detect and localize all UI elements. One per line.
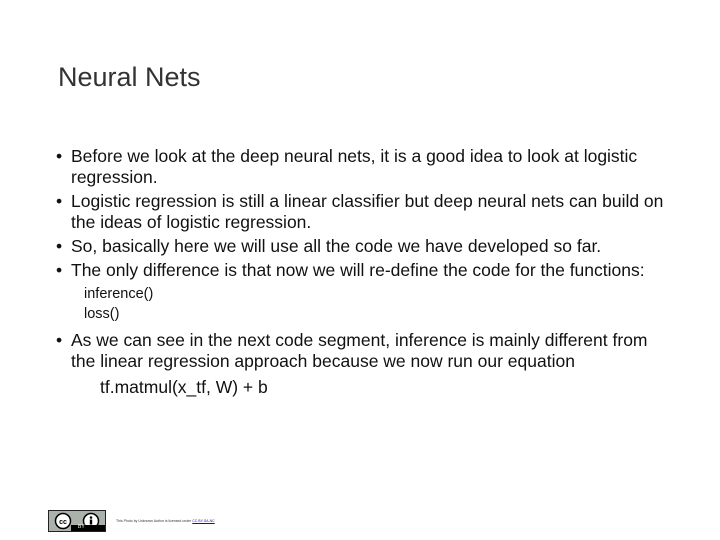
cc-license-badge[interactable]	[48, 510, 106, 532]
bullet-marker: •	[56, 236, 63, 256]
function-loss: loss()	[84, 306, 120, 322]
bullet-text: Logistic regression is still a linear classifier but deep neural nets can build on the ideas of logistic regression.	[71, 191, 664, 232]
svg-text:cc: cc	[59, 519, 67, 526]
footer-attribution	[48, 510, 215, 532]
footer-prefix: This Photo by Unknown Author is licensed under	[116, 519, 192, 523]
footer-text	[116, 519, 215, 523]
by-strip	[71, 525, 105, 531]
function-inference: inference()	[84, 286, 154, 302]
bullet-item	[56, 236, 676, 257]
function-list	[84, 284, 676, 324]
bullet-text: So, basically here we will use all the code we have developed so far.	[71, 236, 602, 256]
bullet-item	[56, 191, 676, 233]
bullet-text: The only difference is that now we will re-define the code for the functions:	[71, 260, 645, 280]
bullet-marker: •	[56, 260, 63, 280]
license-link[interactable]: CC BY-SA-NC	[192, 519, 215, 523]
slide-content	[56, 146, 676, 398]
bullet-marker: •	[56, 330, 63, 350]
creative-commons-icon	[54, 512, 72, 530]
slide-title: Neural Nets	[58, 62, 201, 92]
bullet-text: Before we look at the deep neural nets, it is a good idea to look at logistic regression.	[71, 146, 638, 187]
bullet-item	[56, 146, 676, 188]
bullet-marker: •	[56, 146, 63, 166]
code-equation: tf.matmul(x_tf, W) + b	[100, 377, 268, 397]
bullet-item	[56, 260, 676, 281]
by-label: BY	[78, 524, 85, 530]
bullet-item	[56, 330, 676, 372]
bullet-marker: •	[56, 191, 63, 211]
bullet-text: As we can see in the next code segment, inference is mainly different from the linear regression approach because we now run our equation	[71, 330, 648, 371]
